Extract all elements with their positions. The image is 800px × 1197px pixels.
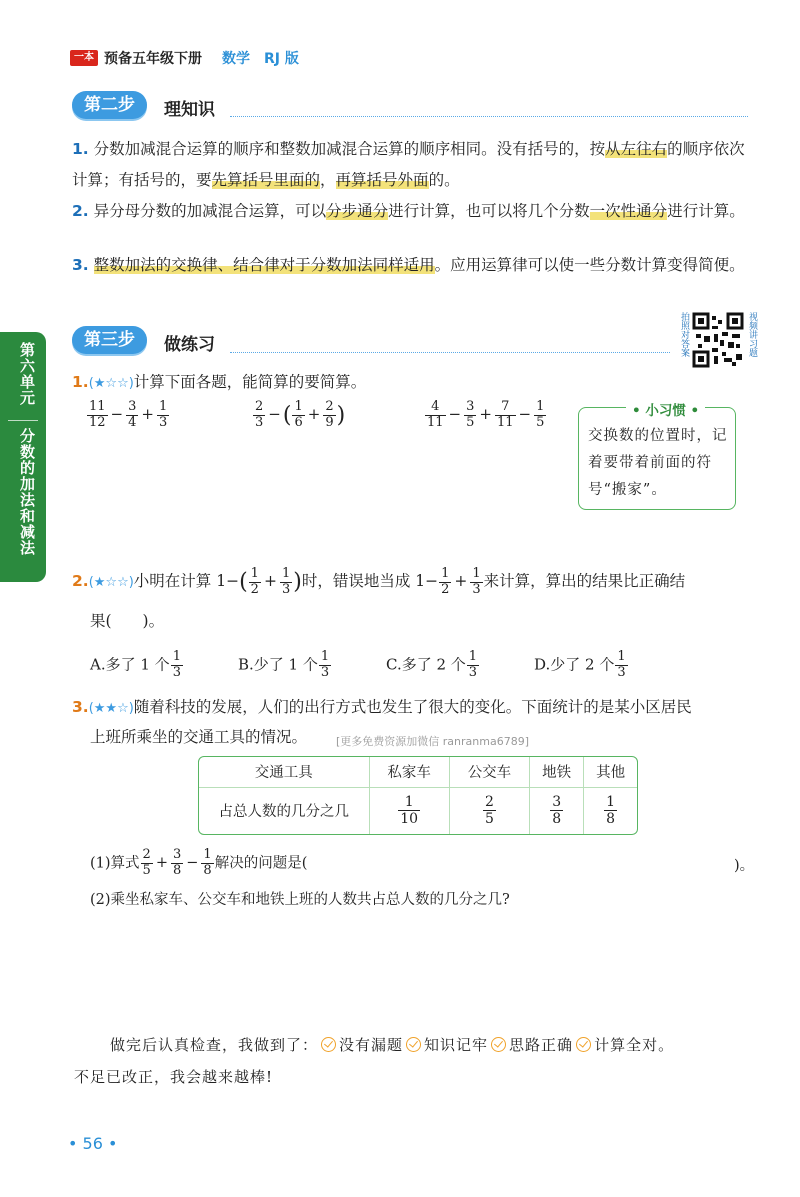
self-check-line xyxy=(110,1034,674,1055)
qr-block xyxy=(678,312,758,370)
table-header: 地铁 xyxy=(530,757,584,787)
check-circle-icon[interactable] xyxy=(406,1037,421,1052)
question-text: 来计算，算出的结果比正确结 xyxy=(483,572,686,590)
difficulty-stars: (★☆☆) xyxy=(88,575,134,590)
text: 的顺序依次计算；有括号的，要 xyxy=(72,140,745,189)
question-2-stem xyxy=(72,566,762,598)
watermark-text: [更多免费资源加微信 ranranma6789] xyxy=(336,735,529,748)
highlight: 分步通分 xyxy=(326,202,389,220)
table-header-row xyxy=(199,757,637,787)
fraction: $\frac{3}{8}$ xyxy=(172,847,182,878)
operator: + xyxy=(141,405,154,424)
book-subject: 数学 xyxy=(222,51,250,67)
fraction: $\frac{1}{3}$ xyxy=(172,649,181,680)
step3-badge: 第三步 xyxy=(72,326,147,354)
item-number: 1. xyxy=(72,140,89,158)
paren-right: ) xyxy=(293,569,302,595)
question-text: 随着科技的发展，人们的出行方式也发生了很大的变化。下面统计的是某小区居民 xyxy=(133,698,692,716)
fraction: $\frac{1}{5}$ xyxy=(536,399,545,430)
check-label: 知识记牢 xyxy=(424,1036,489,1054)
book-edition: RJ 版 xyxy=(264,51,299,67)
transport-table xyxy=(198,756,638,835)
side-tab-divider xyxy=(8,420,38,421)
operator: + xyxy=(454,572,468,590)
fraction: $\frac{1}{3}$ xyxy=(472,565,481,597)
text: ， xyxy=(320,171,336,189)
step3-divider xyxy=(230,352,670,353)
step3-title: 做练习 xyxy=(164,335,215,355)
fraction: $\frac{2}{5}$ xyxy=(142,847,151,878)
question-3-stem xyxy=(72,692,762,724)
highlight: 先算括号里面的 xyxy=(211,171,321,189)
unit-topic: 分数的加法和减法 xyxy=(18,428,36,556)
fraction: $\frac{1}{3}$ xyxy=(617,649,626,680)
text: 分数加减混合运算的顺序和整数加减混合运算的顺序相同。没有括号的，按 xyxy=(93,140,606,158)
item-number: 3. xyxy=(72,256,89,274)
question-3-sub1: (1)算式 $\frac{2}{5}$ + $\frac{3}{8}$ − $\frac{1}{8}$ 解决的问题是( xyxy=(90,847,308,878)
table-header: 其他 xyxy=(584,757,637,787)
operator: − xyxy=(518,405,532,424)
text: 进行计算，也可以将几个分数 xyxy=(388,202,590,220)
fraction: $\frac{1}{6}$ xyxy=(294,399,303,430)
text: 。应用运算律可以使一些分数计算变得简便。 xyxy=(434,256,745,274)
step2-badge: 第二步 xyxy=(72,91,147,119)
fraction: $\frac{1}{3}$ xyxy=(158,399,168,430)
question-3-stem-cont: 上班所乘坐的交通工具的情况。 xyxy=(90,728,308,746)
item-number: 2. xyxy=(72,202,89,220)
operator: + xyxy=(263,572,277,590)
page-number: • 56 • xyxy=(68,1134,118,1153)
operator: + xyxy=(307,405,321,424)
question-text: 小明在计算 1− xyxy=(133,572,240,590)
table-row-label: 占总人数的几分之几 xyxy=(199,787,369,834)
fraction: $\frac{1}{3}$ xyxy=(281,565,291,597)
table-cell: $\frac{1}{8}$ xyxy=(584,787,637,834)
fraction: $\frac{3}{4}$ xyxy=(128,399,137,430)
highlight: 整数加法的交换律、结合律对于分数加法同样适用 xyxy=(93,256,435,274)
self-check-line-2: 不足已改正，我会越来越棒! xyxy=(74,1068,274,1086)
text: 进行计算。 xyxy=(667,202,745,220)
operator: − xyxy=(268,405,281,424)
operator: − xyxy=(448,405,462,424)
check-circle-icon[interactable] xyxy=(321,1037,336,1052)
step2-divider xyxy=(230,116,748,117)
operator: − xyxy=(110,405,124,424)
table-row xyxy=(199,787,637,834)
habit-tip-title: • 小习惯 • xyxy=(626,399,705,419)
fraction: $\frac{1}{2}$ xyxy=(250,565,259,597)
check-label: 计算全对。 xyxy=(594,1036,675,1054)
check-circle-icon[interactable] xyxy=(576,1037,591,1052)
brand-logo: 一本 xyxy=(70,50,98,66)
table-cell: $\frac{2}{5}$ xyxy=(449,787,529,834)
operator: + xyxy=(479,405,492,424)
paren-left: ( xyxy=(282,402,292,428)
fraction: $\frac{7}{11}$ xyxy=(496,399,514,430)
question-text: 计算下面各题，能简算的要简算。 xyxy=(133,373,367,391)
knowledge-item-1 xyxy=(72,134,752,196)
question-2-stem-cont: 果( )。 xyxy=(90,612,165,630)
question-number: 3. xyxy=(72,698,89,716)
expression-1 xyxy=(86,400,170,431)
answer-blank-close[interactable]: )。 xyxy=(734,858,755,874)
unit-label: 第六单元 xyxy=(18,342,36,406)
table-cell: $\frac{3}{8}$ xyxy=(530,787,584,834)
question-number: 1. xyxy=(72,373,89,391)
fraction: $\frac{3}{5}$ xyxy=(466,399,475,430)
book-title: 预备五年级下册 xyxy=(104,51,202,67)
difficulty-stars: (★★☆) xyxy=(88,701,134,716)
knowledge-item-2 xyxy=(72,196,752,227)
question-3-sub2: (2)乘坐私家车、公交车和地铁上班的人数共占总人数的几分之几? xyxy=(90,892,510,908)
fraction: $\frac{2}{9}$ xyxy=(325,399,334,430)
paren-right: ) xyxy=(336,402,346,428)
option-d[interactable]: D.少了 2 个 $\frac{1}{3}$ xyxy=(534,649,626,680)
fraction: $\frac{1}{8}$ xyxy=(203,847,212,878)
check-label: 没有漏题 xyxy=(339,1036,404,1054)
fraction: $\frac{1}{3}$ xyxy=(320,649,330,680)
qr-code-icon[interactable] xyxy=(692,312,744,368)
check-label: 思路正确 xyxy=(509,1036,574,1054)
option-b[interactable]: B.少了 1 个 $\frac{1}{3}$ xyxy=(238,649,330,680)
self-check-lead: 做完后认真检查，我做到了： xyxy=(110,1036,319,1054)
fraction: $\frac{1}{2}$ xyxy=(441,565,450,597)
text: 的。 xyxy=(428,171,460,189)
table-header: 私家车 xyxy=(369,757,449,787)
knowledge-item-3 xyxy=(72,250,752,281)
highlight: 一次性通分 xyxy=(589,202,668,220)
highlight: 再算括号外面 xyxy=(335,171,429,189)
fraction: $\frac{2}{3}$ xyxy=(255,399,264,430)
table-cell: $\frac{1}{10}$ xyxy=(369,787,449,834)
check-circle-icon[interactable] xyxy=(491,1037,506,1052)
text: 异分母分数的加减混合运算，可以 xyxy=(93,202,327,220)
difficulty-stars: (★☆☆) xyxy=(88,376,134,391)
option-c[interactable]: C.多了 2 个 $\frac{1}{3}$ xyxy=(386,649,478,680)
habit-tip-text: 交换数的位置时，记着要带着前面的符号“搬家”。 xyxy=(588,428,728,498)
question-1-stem xyxy=(72,367,572,399)
option-a[interactable]: A.多了 1 个 $\frac{1}{3}$ xyxy=(90,649,181,680)
paren-left: ( xyxy=(239,569,248,595)
step2-title: 理知识 xyxy=(164,100,215,120)
fraction: $\frac{11}{12}$ xyxy=(89,399,106,430)
question-number: 2. xyxy=(72,572,89,590)
fraction: $\frac{4}{11}$ xyxy=(427,399,444,430)
fraction: $\frac{1}{3}$ xyxy=(468,649,478,680)
expression-3 xyxy=(424,400,547,431)
highlight: 从左往右 xyxy=(605,140,668,158)
table-header: 公交车 xyxy=(449,757,529,787)
qr-caption-right: 视频讲习题 xyxy=(747,312,757,357)
qr-caption-left: 拍照对答案 xyxy=(679,312,689,357)
question-text: 时，错误地当成 1− xyxy=(301,572,439,590)
expression-2 xyxy=(252,400,345,431)
table-header: 交通工具 xyxy=(199,757,369,787)
